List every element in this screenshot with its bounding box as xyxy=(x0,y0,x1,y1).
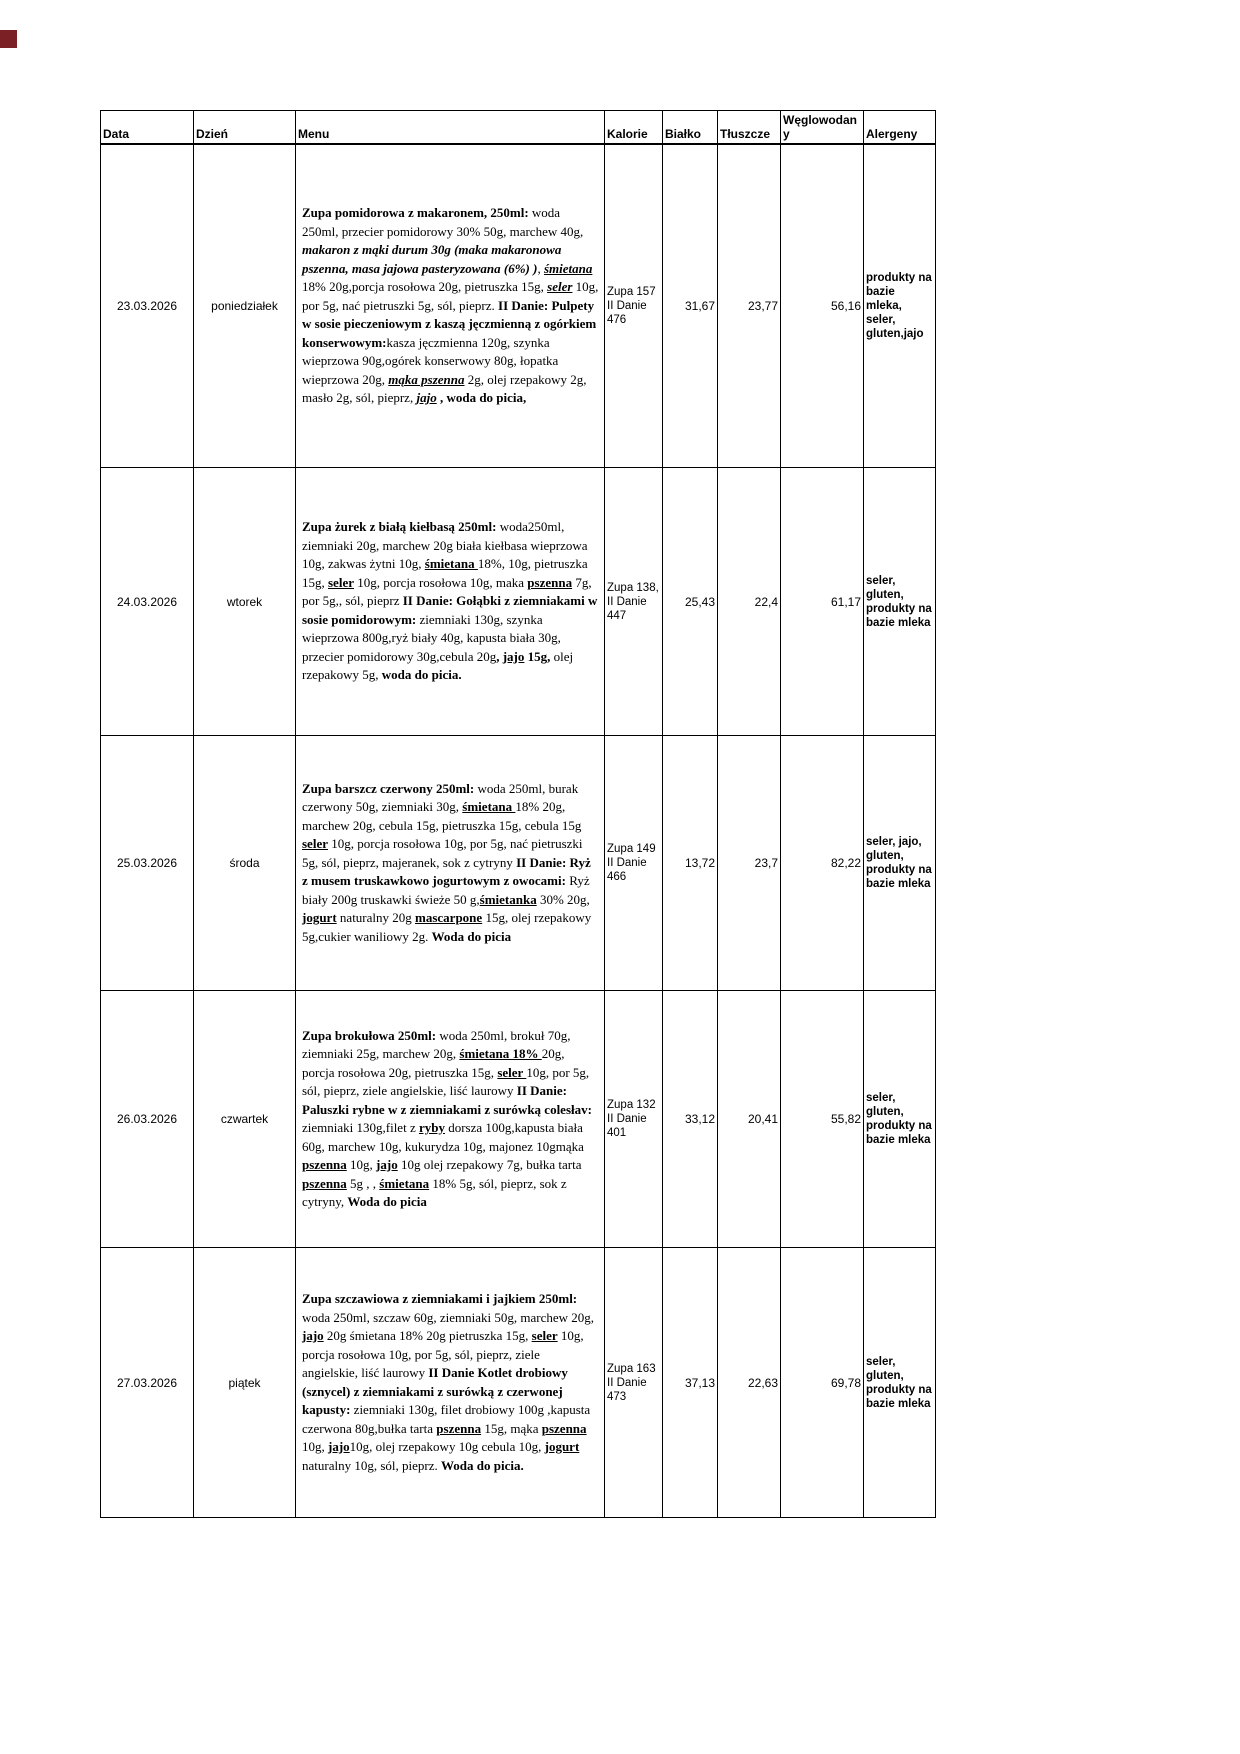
header-kalorie: Kalorie xyxy=(605,111,663,144)
carbs-cell: 82,22 xyxy=(781,736,864,991)
day-cell: środa xyxy=(194,736,296,991)
allergens-cell: seler, gluten, produkty na bazie mleka xyxy=(864,468,936,736)
carbs-cell: 69,78 xyxy=(781,1248,864,1518)
allergens-cell: seler, jajo, gluten, produkty na bazie mleka xyxy=(864,736,936,991)
table-row-monday xyxy=(101,144,936,468)
protein-cell: 25,43 xyxy=(663,468,718,736)
protein-cell: 33,12 xyxy=(663,991,718,1248)
header-tluszcze: Tłuszcze xyxy=(718,111,781,144)
header-menu: Menu xyxy=(296,111,605,144)
allergens-cell: seler, gluten, produkty na bazie mleka xyxy=(864,1248,936,1518)
menu-cell: Zupa barszcz czerwony 250ml: woda 250ml, burak czerwony 50g, ziemniaki 30g, śmietana 18% 20g, marchew 20g, cebula 15g, pietruszka 15g, cebula 15g seler 10g, porcja rosołowa 10g, por 5g, nać pietruszki 5g, sól, pieprz, majeranek, sok z cytryny II Danie: Ryż z musem truskawkowo jogurtowym z owocami: Ryż biały 200g truskawki świeże 50 g,śmietanka 30% 20g, jogurt naturalny 20g mascarpone 15g, olej rzepakowy 5g,cukier waniliowy 2g. Woda do picia xyxy=(296,736,605,991)
carbs-cell: 55,82 xyxy=(781,991,864,1248)
header-weglowodany: Węglowodany xyxy=(781,111,864,144)
fat-cell: 22,63 xyxy=(718,1248,781,1518)
fat-cell: 23,77 xyxy=(718,144,781,468)
calories-cell: Zupa 163 II Danie 473 xyxy=(605,1248,663,1518)
table-row-friday xyxy=(101,1248,936,1518)
protein-cell: 31,67 xyxy=(663,144,718,468)
fat-cell: 23,7 xyxy=(718,736,781,991)
table-row-thursday xyxy=(101,991,936,1248)
protein-cell: 13,72 xyxy=(663,736,718,991)
menu-table xyxy=(100,110,936,1518)
date-cell: 24.03.2026 xyxy=(101,468,194,736)
date-cell: 27.03.2026 xyxy=(101,1248,194,1518)
calories-cell: Zupa 157 II Danie 476 xyxy=(605,144,663,468)
calories-cell: Zupa 149 II Danie 466 xyxy=(605,736,663,991)
protein-cell: 37,13 xyxy=(663,1248,718,1518)
date-cell: 26.03.2026 xyxy=(101,991,194,1248)
page-corner-mark xyxy=(0,30,17,48)
allergens-cell: seler, gluten, produkty na bazie mleka xyxy=(864,991,936,1248)
carbs-cell: 56,16 xyxy=(781,144,864,468)
allergens-cell: produkty na bazie mleka, seler, gluten,jajo xyxy=(864,144,936,468)
header-bialko: Białko xyxy=(663,111,718,144)
header-alergeny: Alergeny xyxy=(864,111,936,144)
day-cell: piątek xyxy=(194,1248,296,1518)
fat-cell: 20,41 xyxy=(718,991,781,1248)
menu-cell: Zupa żurek z białą kiełbasą 250ml: woda250ml, ziemniaki 20g, marchew 20g biała kiełbasa wieprzowa 10g, zakwas żytni 10g, śmietana 18%, 10g, pietruszka 15g, seler 10g, porcja rosołowa 10g, maka pszenna 7g, por 5g,, sól, pieprz II Danie: Gołąbki z ziemniakami w sosie pomidorowym: ziemniaki 130g, szynka wieprzowa 800g,ryż biały 40g, kapusta biała 30g, przecier pomidorowy 30g,cebula 20g, jajo 15g, olej rzepakowy 5g, woda do picia. xyxy=(296,468,605,736)
table-row-tuesday xyxy=(101,468,936,736)
carbs-cell: 61,17 xyxy=(781,468,864,736)
menu-cell: Zupa brokułowa 250ml: woda 250ml, brokuł 70g, ziemniaki 25g, marchew 20g, śmietana 18% 20g, porcja rosołowa 20g, pietruszka 15g, seler 10g, por 5g, sól, pieprz, ziele angielskie, liść laurowy II Danie: Paluszki rybne w z ziemniakami z surówką colesłav: ziemniaki 130g,filet z ryby dorsza 100g,kapusta biała 60g, marchew 10g, kukurydza 10g, majonez 10gmąka pszenna 10g, jajo 10g olej rzepakowy 7g, bułka tarta pszenna 5g , , śmietana 18% 5g, sól, pieprz, sok z cytryny, Woda do picia xyxy=(296,991,605,1248)
menu-cell: Zupa szczawiowa z ziemniakami i jajkiem 250ml: woda 250ml, szczaw 60g, ziemniaki 50g, marchew 20g, jajo 20g śmietana 18% 20g pietruszka 15g, seler 10g, porcja rosołowa 10g, por 5g, sól, pieprz, ziele angielskie, liść laurowy II Danie Kotlet drobiowy (sznycel) z ziemniakami z surówką z czerwonej kapusty: ziemniaki 130g, filet drobiowy 100g ,kapusta czerwona 80g,bułka tarta pszenna 15g, mąka pszenna 10g, jajo10g, olej rzepakowy 10g cebula 10g, jogurt naturalny 10g, sól, pieprz. Woda do picia. xyxy=(296,1248,605,1518)
table-row-wednesday xyxy=(101,736,936,991)
calories-cell: Zupa 132 II Danie 401 xyxy=(605,991,663,1248)
menu-cell: Zupa pomidorowa z makaronem, 250ml: woda 250ml, przecier pomidorowy 30% 50g, marchew 40g, makaron z mąki durum 30g (maka makaronowa pszenna, masa jajowa pasteryzowana (6%) ), śmietana 18% 20g,porcja rosołowa 20g, pietruszka 15g, seler 10g, por 5g, nać pietruszki 5g, sól, pieprz. II Danie: Pulpety w sosie pieczeniowym z kaszą jęczmienną z ogórkiem konserwowym:kasza jęczmienna 120g, szynka wieprzowa 90g,ogórek konserwowy 80g, łopatka wieprzowa 20g, mąka pszenna 2g, olej rzepakowy 2g, masło 2g, sól, pieprz, jajo , woda do picia, xyxy=(296,144,605,468)
header-row xyxy=(101,111,936,144)
date-cell: 23.03.2026 xyxy=(101,144,194,468)
day-cell: czwartek xyxy=(194,991,296,1248)
header-data: Data xyxy=(101,111,194,144)
date-cell: 25.03.2026 xyxy=(101,736,194,991)
day-cell: poniedziałek xyxy=(194,144,296,468)
day-cell: wtorek xyxy=(194,468,296,736)
calories-cell: Zupa 138, II Danie 447 xyxy=(605,468,663,736)
header-dzien: Dzień xyxy=(194,111,296,144)
fat-cell: 22,4 xyxy=(718,468,781,736)
